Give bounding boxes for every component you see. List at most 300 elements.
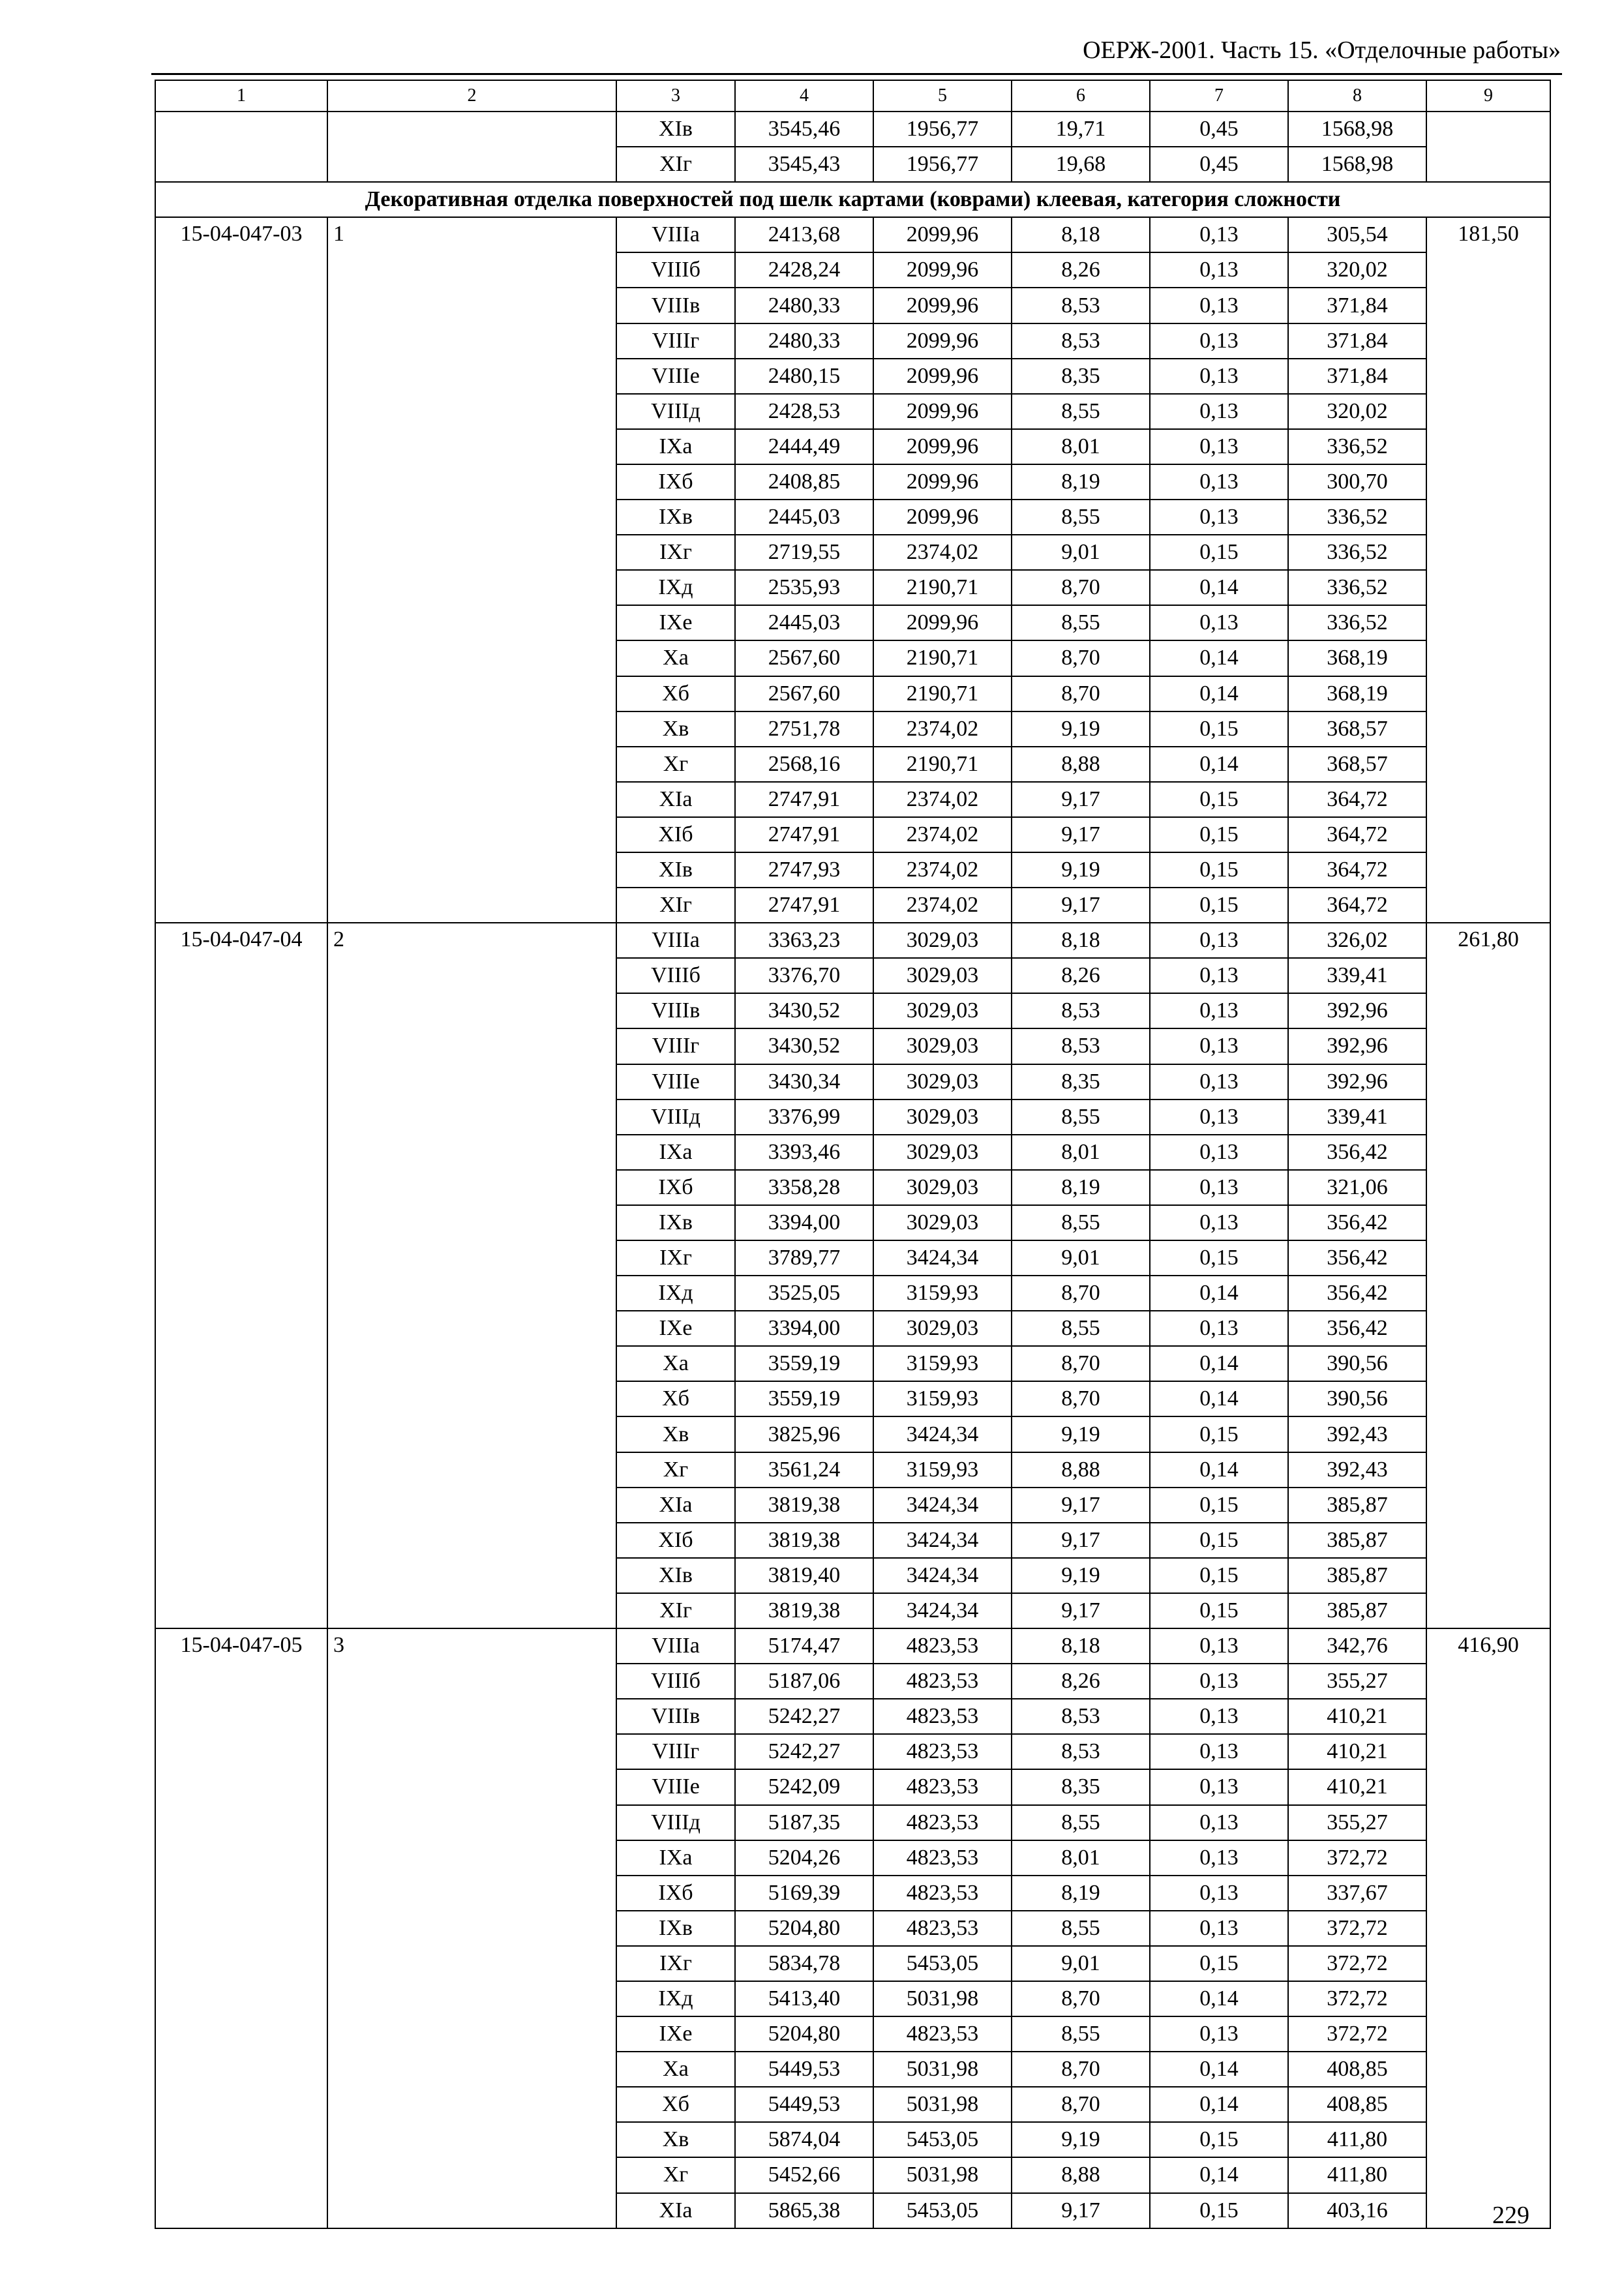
code-cell: 15-04-047-05 [155,1628,327,2228]
value-cell: 0,13 [1150,288,1288,323]
value-cell: 5187,06 [735,1664,873,1699]
value-cell: 3559,19 [735,1381,873,1416]
value-cell: 8,70 [1012,676,1150,711]
value-cell: XIа [616,2193,735,2228]
value-cell: 2568,16 [735,747,873,782]
value-cell: Xг [616,747,735,782]
value-cell: 355,27 [1288,1664,1426,1699]
value-cell: VIIIб [616,252,735,288]
value-cell: 3029,03 [873,1135,1012,1170]
value-cell: 0,13 [1150,1911,1288,1946]
value-cell: 2413,68 [735,217,873,252]
value-cell: 0,14 [1150,1981,1288,2016]
value-cell: VIIIг [616,1028,735,1064]
value-cell: 2535,93 [735,570,873,605]
value-cell: 8,18 [1012,217,1150,252]
value-cell: 9,17 [1012,782,1150,817]
value-cell: 3559,19 [735,1346,873,1381]
value-cell: 5242,27 [735,1734,873,1769]
value-cell: 0,13 [1150,1170,1288,1205]
value-cell: 0,15 [1150,2193,1288,2228]
value-cell: Xб [616,676,735,711]
value-cell: XIв [616,112,735,147]
value-cell: 3825,96 [735,1416,873,1452]
value-cell: 0,14 [1150,570,1288,605]
column-number-row [155,80,1550,112]
value-cell: 8,55 [1012,1911,1150,1946]
value-cell: 5204,80 [735,1911,873,1946]
value-cell: 3789,77 [735,1240,873,1276]
value-cell: 2190,71 [873,676,1012,711]
value-cell: IXв [616,1205,735,1240]
value-cell: 9,19 [1012,711,1150,747]
value-cell: 3159,93 [873,1452,1012,1488]
value-cell: 3424,34 [873,1416,1012,1452]
value-cell: 19,68 [1012,147,1150,182]
value-cell: Xв [616,1416,735,1452]
value-cell: 403,16 [1288,2193,1426,2228]
value-cell: 0,15 [1150,888,1288,923]
price-table [155,80,1551,2229]
value-cell: IXв [616,1911,735,1946]
value-cell: 8,19 [1012,1876,1150,1911]
value-cell: 0,13 [1150,1100,1288,1135]
value-cell: 8,70 [1012,1981,1150,2016]
value-cell: Xв [616,2122,735,2157]
value-cell: 8,01 [1012,1840,1150,1876]
value-cell: XIг [616,147,735,182]
value-cell: 8,53 [1012,323,1150,359]
value-cell: 3424,34 [873,1558,1012,1593]
value-cell: IXг [616,1240,735,1276]
value-cell: 0,13 [1150,1805,1288,1840]
value-cell: 2099,96 [873,429,1012,464]
value-cell: 9,17 [1012,1523,1150,1558]
value-cell: 0,13 [1150,217,1288,252]
value-cell: 0,13 [1150,429,1288,464]
value-cell: 4823,53 [873,1876,1012,1911]
value-cell: 8,70 [1012,1381,1150,1416]
value-cell: IXа [616,1135,735,1170]
value-cell: 2099,96 [873,252,1012,288]
value-cell: 4823,53 [873,1699,1012,1734]
value-cell: 408,85 [1288,2052,1426,2087]
value-cell: 368,19 [1288,676,1426,711]
column-number-cell: 6 [1012,80,1150,112]
value-cell: XIг [616,888,735,923]
value-cell: 356,42 [1288,1240,1426,1276]
value-cell: 3159,93 [873,1381,1012,1416]
column-number-cell: 3 [616,80,735,112]
value-cell: 364,72 [1288,782,1426,817]
value-cell: 8,53 [1012,1699,1150,1734]
value-cell: 385,87 [1288,1593,1426,1628]
value-cell: 0,13 [1150,1064,1288,1100]
value-cell: 5187,35 [735,1805,873,1840]
value-cell: VIIIд [616,1805,735,1840]
value-cell: 0,13 [1150,1734,1288,1769]
page-number: 229 [1492,2202,1529,2229]
value-cell: 5242,09 [735,1769,873,1804]
section-title: Декоративная отделка поверхностей под шелк картами (коврами) клеевая, категория сложности [155,182,1550,217]
value-cell: 5242,27 [735,1699,873,1734]
value-cell: 2747,93 [735,852,873,888]
value-cell: 5031,98 [873,2157,1012,2192]
value-cell: 3819,40 [735,1558,873,1593]
value-cell: 0,13 [1150,1628,1288,1664]
value-cell: 2099,96 [873,605,1012,640]
value-cell: 0,13 [1150,1664,1288,1699]
value-cell: 3430,52 [735,1028,873,1064]
value-cell: 9,17 [1012,1488,1150,1523]
value-cell: 2374,02 [873,817,1012,852]
value-cell: 5449,53 [735,2052,873,2087]
value-cell: 2099,96 [873,323,1012,359]
value-cell: 9,17 [1012,817,1150,852]
header-rule [151,73,1562,75]
value-cell: 3363,23 [735,923,873,958]
column-number-cell: 5 [873,80,1012,112]
value-cell: 3376,99 [735,1100,873,1135]
value-cell: IXг [616,1946,735,1981]
value-cell: IXд [616,1981,735,2016]
value-cell: 0,14 [1150,2157,1288,2192]
value-cell: XIг [616,1593,735,1628]
table-row [155,1628,1550,1664]
value-cell: 392,96 [1288,1064,1426,1100]
value-cell: 8,35 [1012,1064,1150,1100]
value-cell: IXе [616,2016,735,2052]
value-cell: 336,52 [1288,500,1426,535]
value-cell: 2428,24 [735,252,873,288]
value-cell: 0,14 [1150,1381,1288,1416]
value-cell: 0,13 [1150,993,1288,1028]
value-cell: 3545,43 [735,147,873,182]
value-cell: IXа [616,429,735,464]
value-cell: 0,14 [1150,640,1288,676]
value-cell: 364,72 [1288,852,1426,888]
value-cell: 3430,52 [735,993,873,1028]
value-cell: 3029,03 [873,1205,1012,1240]
value-cell: 0,13 [1150,1135,1288,1170]
value-cell: 3561,24 [735,1452,873,1488]
col9-cell: 181,50 [1426,217,1550,923]
value-cell: 9,17 [1012,888,1150,923]
column-number-cell: 7 [1150,80,1288,112]
value-cell: 5865,38 [735,2193,873,2228]
value-cell: 3424,34 [873,1488,1012,1523]
value-cell: 0,13 [1150,500,1288,535]
value-cell: 408,85 [1288,2087,1426,2122]
value-cell: 2099,96 [873,359,1012,394]
value-cell: Xа [616,640,735,676]
value-cell: Xа [616,1346,735,1381]
value-cell: 2428,53 [735,394,873,429]
value-cell: 326,02 [1288,923,1426,958]
value-cell: XIб [616,817,735,852]
value-cell: 2099,96 [873,464,1012,500]
value-cell: XIв [616,852,735,888]
value-cell: Xг [616,1452,735,1488]
col9-cell: 416,90 [1426,1628,1550,2228]
value-cell: 1956,77 [873,147,1012,182]
value-cell: 385,87 [1288,1523,1426,1558]
value-cell: 392,43 [1288,1452,1426,1488]
value-cell: 336,52 [1288,605,1426,640]
value-cell: 2374,02 [873,888,1012,923]
value-cell: 8,70 [1012,2052,1150,2087]
value-cell: 9,17 [1012,2193,1150,2228]
category-cell: 1 [327,217,616,923]
value-cell: 5169,39 [735,1876,873,1911]
value-cell: 410,21 [1288,1699,1426,1734]
value-cell: 3394,00 [735,1205,873,1240]
value-cell: 8,88 [1012,2157,1150,2192]
value-cell: 411,80 [1288,2157,1426,2192]
value-cell: 4823,53 [873,1769,1012,1804]
value-cell: 320,02 [1288,394,1426,429]
code-cell [155,112,327,182]
value-cell: 364,72 [1288,888,1426,923]
value-cell: 8,55 [1012,1100,1150,1135]
value-cell: VIIIд [616,1100,735,1135]
value-cell: 0,45 [1150,112,1288,147]
value-cell: 410,21 [1288,1769,1426,1804]
table-body [155,80,1550,2228]
value-cell: 8,55 [1012,500,1150,535]
col9-cell: 261,80 [1426,923,1550,1628]
value-cell: 8,53 [1012,1028,1150,1064]
value-cell: 2445,03 [735,500,873,535]
value-cell: 8,55 [1012,1311,1150,1346]
value-cell: 8,55 [1012,605,1150,640]
value-cell: 0,13 [1150,359,1288,394]
value-cell: 356,42 [1288,1311,1426,1346]
value-cell: 8,88 [1012,747,1150,782]
value-cell: 300,70 [1288,464,1426,500]
value-cell: IXа [616,1840,735,1876]
value-cell: 4823,53 [873,1664,1012,1699]
value-cell: VIIIе [616,1064,735,1100]
value-cell: 0,15 [1150,1416,1288,1452]
value-cell: 371,84 [1288,288,1426,323]
value-cell: 5174,47 [735,1628,873,1664]
value-cell: 2099,96 [873,500,1012,535]
value-cell: 8,01 [1012,429,1150,464]
value-cell: VIIIе [616,1769,735,1804]
value-cell: 3029,03 [873,1100,1012,1135]
category-cell [327,112,616,182]
value-cell: IXе [616,605,735,640]
value-cell: 339,41 [1288,1100,1426,1135]
value-cell: 385,87 [1288,1488,1426,1523]
value-cell: 0,13 [1150,605,1288,640]
value-cell: VIIIв [616,993,735,1028]
value-cell: 0,15 [1150,1488,1288,1523]
value-cell: 0,14 [1150,1276,1288,1311]
value-cell: 3029,03 [873,923,1012,958]
value-cell: 3424,34 [873,1593,1012,1628]
value-cell: 2747,91 [735,888,873,923]
value-cell: 3394,00 [735,1311,873,1346]
value-cell: 9,19 [1012,1416,1150,1452]
value-cell: 5453,05 [873,2193,1012,2228]
value-cell: 411,80 [1288,2122,1426,2157]
value-cell: 0,45 [1150,147,1288,182]
value-cell: IXб [616,1876,735,1911]
value-cell: 8,26 [1012,958,1150,993]
value-cell: 0,13 [1150,252,1288,288]
value-cell: 5449,53 [735,2087,873,2122]
value-cell: 368,57 [1288,711,1426,747]
value-cell: 5413,40 [735,1981,873,2016]
value-cell: 3424,34 [873,1240,1012,1276]
value-cell: Xг [616,2157,735,2192]
value-cell: 3029,03 [873,1064,1012,1100]
value-cell: 3029,03 [873,1311,1012,1346]
value-cell: 8,70 [1012,570,1150,605]
value-cell: VIIIб [616,958,735,993]
code-cell: 15-04-047-04 [155,923,327,1628]
value-cell: 2719,55 [735,535,873,570]
value-cell: 0,14 [1150,676,1288,711]
value-cell: 342,76 [1288,1628,1426,1664]
value-cell: 0,13 [1150,1769,1288,1804]
value-cell: 3159,93 [873,1346,1012,1381]
value-cell: 0,13 [1150,464,1288,500]
value-cell: 0,14 [1150,747,1288,782]
value-cell: 2190,71 [873,640,1012,676]
value-cell: 9,01 [1012,1240,1150,1276]
value-cell: 9,19 [1012,1558,1150,1593]
value-cell: IXе [616,1311,735,1346]
value-cell: 8,53 [1012,288,1150,323]
value-cell: 5834,78 [735,1946,873,1981]
value-cell: 1568,98 [1288,147,1426,182]
value-cell: VIIIв [616,1699,735,1734]
value-cell: 8,19 [1012,1170,1150,1205]
value-cell: 5031,98 [873,1981,1012,2016]
value-cell: 337,67 [1288,1876,1426,1911]
value-cell: 356,42 [1288,1276,1426,1311]
value-cell: 372,72 [1288,1946,1426,1981]
value-cell: 8,01 [1012,1135,1150,1170]
value-cell: 339,41 [1288,958,1426,993]
value-cell: VIIIд [616,394,735,429]
value-cell: 2480,15 [735,359,873,394]
value-cell: IXв [616,500,735,535]
value-cell: 3029,03 [873,958,1012,993]
value-cell: 0,13 [1150,1876,1288,1911]
value-cell: 8,35 [1012,1769,1150,1804]
value-cell: 355,27 [1288,1805,1426,1840]
value-cell: 9,01 [1012,535,1150,570]
value-cell: XIа [616,782,735,817]
value-cell: IXб [616,464,735,500]
value-cell: VIIIа [616,217,735,252]
value-cell: 0,13 [1150,394,1288,429]
value-cell: 390,56 [1288,1346,1426,1381]
value-cell: 4823,53 [873,1628,1012,1664]
value-cell: 2445,03 [735,605,873,640]
table-row [155,923,1550,958]
value-cell: 2190,71 [873,570,1012,605]
value-cell: 4823,53 [873,1734,1012,1769]
value-cell: 3819,38 [735,1488,873,1523]
value-cell: VIIIг [616,323,735,359]
value-cell: 2374,02 [873,852,1012,888]
value-cell: XIб [616,1523,735,1558]
running-header: ОЕРЖ-2001. Часть 15. «Отделочные работы» [1083,37,1561,64]
value-cell: 336,52 [1288,535,1426,570]
value-cell: 0,13 [1150,2016,1288,2052]
value-cell: 0,15 [1150,782,1288,817]
value-cell: 8,19 [1012,464,1150,500]
value-cell: 8,53 [1012,993,1150,1028]
value-cell: Xа [616,2052,735,2087]
value-cell: 3430,34 [735,1064,873,1100]
value-cell: 3159,93 [873,1276,1012,1311]
value-cell: 8,70 [1012,640,1150,676]
value-cell: 0,13 [1150,1699,1288,1734]
value-cell: 0,15 [1150,711,1288,747]
value-cell: 4823,53 [873,2016,1012,2052]
value-cell: 8,18 [1012,923,1150,958]
value-cell: 5204,26 [735,1840,873,1876]
value-cell: 3819,38 [735,1523,873,1558]
value-cell: 8,55 [1012,394,1150,429]
value-cell: 305,54 [1288,217,1426,252]
column-number-cell: 2 [327,80,616,112]
value-cell: 2567,60 [735,640,873,676]
value-cell: 0,15 [1150,1946,1288,1981]
value-cell: 368,19 [1288,640,1426,676]
value-cell: 0,13 [1150,1840,1288,1876]
value-cell: 0,14 [1150,2052,1288,2087]
value-cell: 390,56 [1288,1381,1426,1416]
value-cell: 1568,98 [1288,112,1426,147]
value-cell: 3545,46 [735,112,873,147]
value-cell: 9,19 [1012,852,1150,888]
value-cell: 372,72 [1288,1911,1426,1946]
value-cell: Xб [616,2087,735,2122]
value-cell: VIIIб [616,1664,735,1699]
value-cell: 5453,05 [873,1946,1012,1981]
value-cell: 2747,91 [735,782,873,817]
value-cell: Xв [616,711,735,747]
value-cell: 368,57 [1288,747,1426,782]
value-cell: 9,17 [1012,1593,1150,1628]
value-cell: 5031,98 [873,2087,1012,2122]
value-cell: 4823,53 [873,1805,1012,1840]
value-cell: IXд [616,570,735,605]
value-cell: 8,70 [1012,2087,1150,2122]
value-cell: 1956,77 [873,112,1012,147]
value-cell: 2374,02 [873,782,1012,817]
value-cell: IXд [616,1276,735,1311]
value-cell: 3376,70 [735,958,873,993]
value-cell: 4823,53 [873,1840,1012,1876]
category-cell: 3 [327,1628,616,2228]
value-cell: 0,13 [1150,923,1288,958]
value-cell: 0,15 [1150,1240,1288,1276]
value-cell: 5031,98 [873,2052,1012,2087]
value-cell: 0,13 [1150,1028,1288,1064]
value-cell: 4823,53 [873,1911,1012,1946]
code-cell: 15-04-047-03 [155,217,327,923]
value-cell: 2480,33 [735,288,873,323]
value-cell: VIIIг [616,1734,735,1769]
